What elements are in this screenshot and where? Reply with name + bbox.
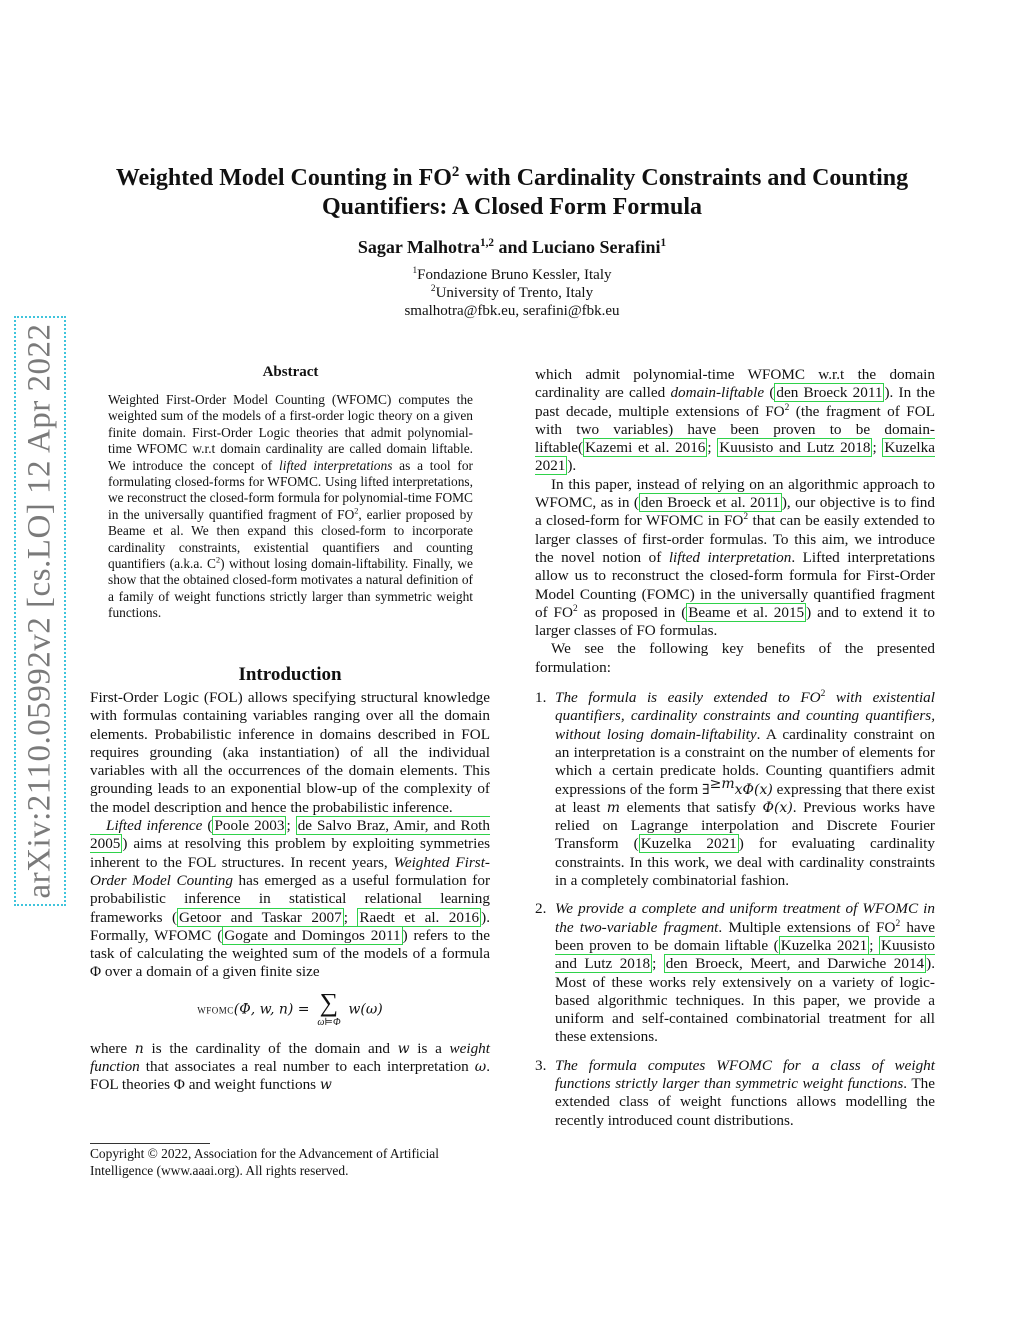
arxiv-id-label: arXiv:2110.05992v2 [cs.LO] 12 Apr 2022: [21, 323, 58, 899]
text: elements that satisfy: [620, 798, 763, 816]
paragraph: which admit polynomial-time WFOMC w.r.t the domain cardinality are called domain-liftable ( den Broeck 2011 ). In the past decade, multiple extensions of $FO^2$ (the fragment of FOL with two variables) have been proven to be domain-liftable( Kazemi et al. 2016 ; Kuusisto and Lutz 2018 ; Kuzelka 2021 ).: [535, 366, 935, 475]
equation-rhs: w(ω): [348, 1001, 383, 1018]
text: where: [90, 1039, 135, 1057]
title-superscript: 2: [451, 164, 460, 180]
summation-symbol: ∑ ω⊨Φ: [317, 987, 341, 1028]
abstract-emphasis: lifted interpretations: [279, 457, 393, 473]
text: (the fragment of FOL with two variables) have been proven to be domain-liftable(: [535, 402, 935, 457]
arxiv-sidebar-link[interactable]: [14, 316, 66, 906]
math-symbol: ω: [474, 1059, 487, 1076]
emphasis: The formula computes WFOMC for a class of weight functions strictly larger than symmetric weight functions: [555, 1056, 935, 1092]
paragraph: [90, 1040, 490, 1095]
math-symbol: w: [397, 1040, 410, 1057]
author-name: Luciano Serafini: [532, 237, 661, 257]
equation-args: (Φ, w, n) =: [233, 1001, 310, 1018]
text: is a: [409, 1039, 450, 1057]
author-affiliation-mark: 1,2: [480, 237, 494, 249]
right-column: [535, 366, 935, 1140]
wfomc-equation: [90, 987, 490, 1030]
list-item: 2. We provide a complete and uniform treatment of WFOMC in the two-variable fragment. Multiple extensions of $FO^2$ have been proven to be domain liftable ( Kuzelka 2021 ; Kuusisto and Lutz 2018 ; den Broeck, Meert, and Darwiche 2014 ). Most of these works rely extensively on a variety of logic-based algorithmic techniques. In this paper, we provide a uniform and self-contained combinatorial treatment for all these extensions.: [535, 900, 935, 1046]
equation-operator: wfomc: [197, 1001, 234, 1017]
list-number: 3.: [535, 1056, 547, 1074]
citation-link[interactable]: den Broeck, Meert, and Darwiche 2014: [665, 955, 925, 973]
text: ) and to extend it to larger classes of FO formulas.: [535, 603, 935, 640]
text: ). Most of these works rely extensively on a variety of logic-based algorithmic techniques. In this paper, we provide a uniform and self-contained combinatorial treatment for all these extensions.: [555, 955, 935, 1046]
title-text: Weighted Model Counting in FO: [115, 165, 452, 191]
math-symbol: n: [134, 1040, 144, 1057]
text: expressing that there exist at least: [555, 780, 935, 816]
citation-link[interactable]: Kazemi et al. 2016: [585, 439, 706, 457]
emphasis: weight function: [90, 1039, 490, 1076]
copyright-footnote: Copyright © 2022, Association for the Advancement of Artificial Intelligence (www.aaai.org). All rights reserved.: [90, 1146, 439, 1178]
paragraph: [535, 476, 935, 641]
emphasis: Lifted inference: [106, 817, 203, 835]
text: is the cardinality of the domain and: [143, 1039, 398, 1057]
superscript: 2: [743, 512, 749, 523]
affiliation-mark: 1: [412, 266, 418, 276]
author-separator: and: [494, 237, 533, 257]
citation-link[interactable]: Beame et al. 2015: [688, 603, 805, 621]
list-item: [535, 689, 935, 890]
citation-link[interactable]: Kuzelka 2021: [535, 439, 935, 475]
left-column: [90, 689, 490, 1095]
footnote-divider: [90, 1143, 210, 1144]
text: ) refers to the task of calculating the weighted sum of the models of a formula Φ over a domain of a given finite size: [90, 926, 490, 981]
text: . Lifted interpretations allow us to reconstruct the closed-form formula for First-Order Model Counting (FOMC) in the universally quantified fragment of FO: [535, 548, 935, 621]
list-number: 2.: [535, 900, 547, 918]
abstract-text: ) without losing domain-liftability. Finally, we show that the obtained closed-form motivates a natural definition of a family of weight functions strictly larger than symmetric weight functions.: [108, 556, 473, 621]
math-superscript: ≥m: [709, 775, 735, 792]
text: that can be easily extended to larger classes of first-order formulas. To this aim, we introduce the novel notion of: [535, 512, 935, 566]
superscript: 2: [784, 402, 790, 413]
abstract-body: [108, 392, 473, 622]
text: has emerged as a useful formulation for probabilistic inference in statistical relational learning frameworks (: [90, 871, 490, 926]
emphasis: with existential quantifiers, cardinality constraints and counting quantifiers, without losing domain-liftability: [555, 689, 935, 743]
math-expression: Φ(x): [762, 799, 793, 816]
abstract-text: , earlier proposed by Beame et al. We then expand this closed-form to incorporate cardinality constraints, existential quantifiers and counting quantifiers (a.k.a. C: [108, 506, 473, 572]
affiliation: University of Trento, Italy: [435, 285, 594, 301]
citation-link[interactable]: Kuusisto and Lutz 2018: [719, 439, 871, 457]
list-item: [535, 1057, 935, 1130]
superscript: 2: [895, 918, 901, 929]
emphasis: The formula is easily extended to FO: [555, 689, 821, 707]
benefits-list: [535, 689, 935, 1130]
text: . FOL theories Φ and weight functions: [90, 1058, 490, 1094]
citation-link[interactable]: Getoor and Taskar 2007: [179, 908, 342, 926]
citation-link[interactable]: Kuzelka 2021: [640, 835, 737, 853]
summation-subscript: ω⊨Φ: [317, 1016, 341, 1028]
affiliation: Fondazione Bruno Kessler, Italy: [417, 267, 612, 283]
math-symbol: w: [319, 1077, 332, 1094]
text: . Previous works have relied on Lagrange interpolation and Discrete Fourier Transform (: [555, 798, 936, 853]
text: . Multiple extensions of FO: [718, 918, 896, 936]
abstract-text: Weighted First-Order Model Counting (WFOMC) computes the weighted sum of the models of a first-order logic theory on a given finite domain. First-Order Logic theories that admit polynomial-time WFOMC w.r.t domain cardinality are called domain liftable. We introduce the concept of: [108, 392, 473, 473]
emphasis: We provide a complete and uniform treatment of WFOMC in the two-variable fragment: [555, 900, 935, 936]
superscript: 2: [215, 555, 221, 565]
abstract-heading: Abstract: [262, 364, 319, 380]
citation-link[interactable]: Raedt et al. 2016: [359, 908, 480, 926]
title-text: Quantifiers: A Closed Form Formula: [322, 194, 702, 220]
paragraph: Lifted inference ( Poole 2003 ; de Salvo Braz, Amir, and Roth 2005 ) aims at resolving this problem by exploiting symmetries inherent to the FOL structures. In recent years, Weighted First-Order Model Counting has emerged as a useful formulation for probabilistic inference in statistical relational learning frameworks ( Getoor and Taskar 2007 ; Raedt et al. 2016 ). Formally, WFOMC ( Gogate and Domingos 2011 ) refers to the task of calculating the weighted sum of the models of a formula Φ over a domain of a given finite size: [90, 817, 490, 981]
citation-link[interactable]: den Broeck 2011: [776, 384, 883, 402]
superscript: 2: [354, 506, 359, 516]
text: ). In the past decade, multiple extensions of FO: [535, 384, 935, 420]
paragraph: We see the following key benefits of the presented formulation:: [535, 640, 935, 676]
author-affiliation-mark: 1: [660, 237, 667, 249]
citation-link[interactable]: Gogate and Domingos 2011: [224, 926, 401, 944]
text: as proposed in (: [577, 603, 687, 621]
emphasis: domain-liftable: [670, 384, 765, 402]
list-number: 1.: [535, 689, 547, 707]
affiliation-mark: 2: [430, 284, 436, 294]
author-emails: smalhotra@fbk.eu, serafini@fbk.eu: [404, 303, 620, 319]
superscript: 2: [820, 688, 826, 699]
title-text: with Cardinality Constraints and Counting: [459, 165, 909, 191]
math-symbol: m: [606, 799, 621, 816]
emphasis: lifted interpretation: [668, 548, 792, 566]
citation-link[interactable]: Kuusisto and Lutz 2018: [555, 936, 935, 973]
citation-link[interactable]: de Salvo Braz, Amir, and Roth 2005: [90, 817, 490, 853]
text: ) for evaluating cardinality constraints. In this work, we deal with cardinality constraints in a completely combinatorial fashion.: [555, 835, 935, 890]
text: ), our objective is to find a closed-form for WFOMC in FO: [535, 494, 935, 530]
author-name: Sagar Malhotra: [357, 237, 481, 257]
emphasis: Weighted First-Order Model Counting: [90, 853, 490, 889]
paragraph: First-Order Logic (FOL) allows specifying structural knowledge with formulas containing variables ranging over all the domain elements. Probabilistic inference in domains described in FOL requires grounding (aka instantiation) of all the individual variables with all the occurrences of the domain elements. This grounding leads to an exponential blow-up of the complexity of the model description and hence the probabilistic inference.: [90, 689, 490, 816]
text: . The extended class of weight functions allows modelling the recently introduced count distributions.: [555, 1074, 936, 1129]
paper-title: [90, 164, 934, 222]
citation-link[interactable]: Poole 2003: [214, 817, 285, 835]
math-expression: xΦ(x): [734, 781, 773, 798]
author-list: [90, 237, 934, 258]
text: In this paper, instead of relying on an algorithmic approach to WFOMC, as in (: [535, 475, 935, 512]
text: ). Formally, WFOMC (: [90, 908, 490, 944]
text: which admit polynomial-time WFOMC w.r.t the domain cardinality are called: [535, 366, 935, 402]
math-symbol: ∃: [702, 781, 710, 798]
text: have been proven to be domain liftable (: [555, 918, 935, 954]
introduction-heading: Introduction: [238, 664, 342, 685]
abstract-text: as a tool for formulating closed-forms for WFOMC. Using lifted interpretations, we reconstruct the closed-form formula for polynomial-time FOMC in the universally quantified fragment of FO: [108, 457, 473, 522]
text: aims at resolving this problem by exploiting symmetries inherent to the FOL structures. In recent years,: [90, 835, 490, 871]
citation-link[interactable]: den Broeck et al. 2011: [640, 494, 780, 512]
citation-link[interactable]: Kuzelka 2021: [780, 936, 868, 954]
text: that associates a real number to each interpretation: [139, 1058, 475, 1076]
text: . A cardinality constraint on an interpretation is a constraint on the number of elements for which a certain predicate holds. Counting quantifiers admit expressions of the form: [555, 725, 935, 798]
affiliations: [90, 266, 934, 320]
superscript: 2: [572, 603, 578, 614]
